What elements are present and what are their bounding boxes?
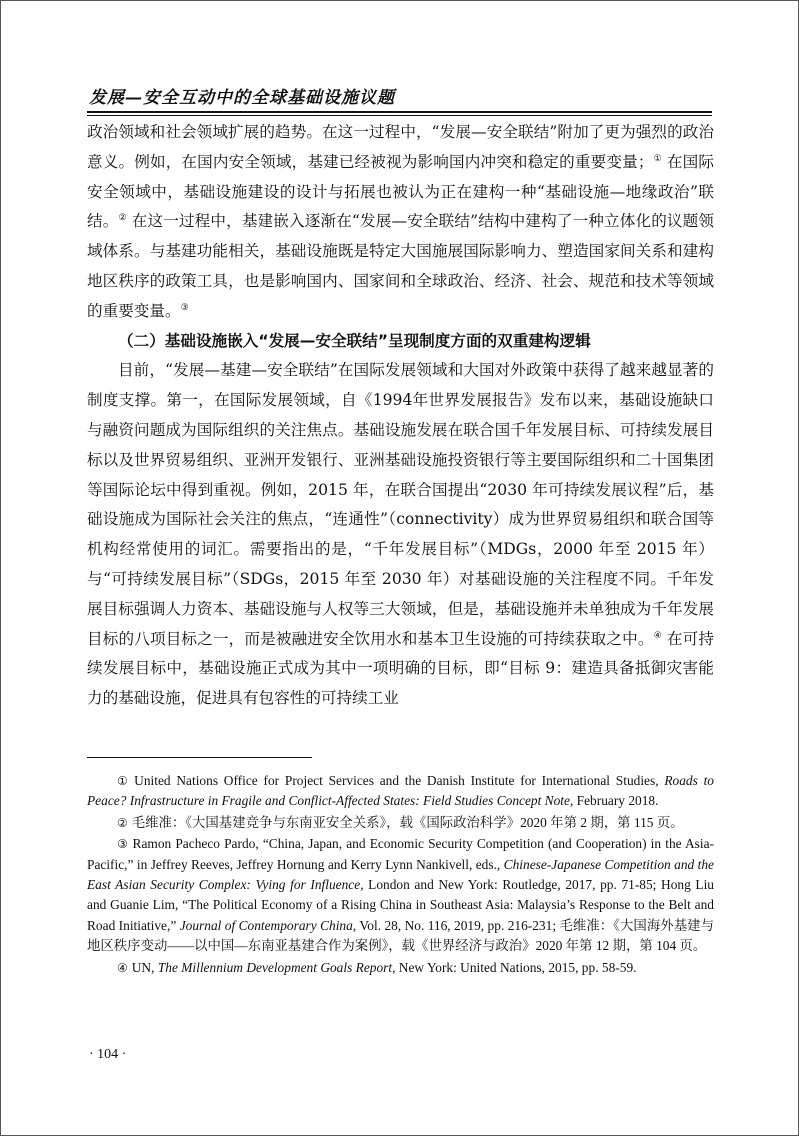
paragraph-2-text-b: 在可持续发展目标中，基础设施正式成为其中一项明确的目标，即“目标 9：建造具备抵御灾害能力的基础设施，促进具有包容性的可持续工业	[87, 629, 714, 708]
footnote-text: , February 2018.	[569, 793, 659, 809]
footnote-1	[87, 771, 714, 812]
footnote-3	[87, 834, 714, 956]
footnote-number: ①	[117, 774, 131, 788]
footnote-text: UN,	[131, 959, 158, 975]
footnote-number: ④	[117, 960, 128, 975]
footnote-4	[87, 958, 714, 978]
footnote-2	[87, 813, 714, 833]
footnote-title: The Millennium Development Goals Report	[157, 959, 393, 975]
footnote-text: , New York: United Nations, 2015, pp. 58-59.	[392, 959, 637, 975]
footnote-ref-4[interactable]: ④	[653, 630, 662, 641]
footnote-text: , London and New York: Routledge, 2017, pp. 71-85; Hong Liu and Guanie Lim, “The Political Economy of a Rising China in Southeast Asia: Malaysia’s Response to the Belt and Road Initiative,”	[87, 877, 714, 933]
page-number: · 104 ·	[89, 1047, 127, 1062]
paragraph-2-text-a: 目前，“发展—基建—安全联结”在国际发展领域和大国对外政策中获得了越来越显著的制度支撑。第一，在国际发展领域，自《1994年世界发展报告》发布以来，基础设施缺口与融资问题成为国际组织的关注焦点。基础设施发展在联合国千年发展目标、可持续发展目标以及世界贸易组织、亚洲开发银行、亚洲基础设施投资银行等主要国际组织和二十国集团等国际论坛中得到重视。例如，2015 年，在联合国提出“2030 年可持续发展议程”后，基础设施成为国际社会关注的焦点，“连通性”（connectivity）成为世界贸易组织和联合国等机构经常使用的词汇。需要指出的是，“千年发展目标”（MDGs，2000 年至 2015 年）与“可持续发展目标”（SDGs，2015 年至 2030 年）对基础设施的关注程度不同。千年发展目标强调人力资本、基础设施与人权等三大领域，但是，基础设施并未单独成为千年发展目标的八项目标之一，而是被融进安全饮用水和基本卫生设施的可持续获取之中。	[87, 361, 714, 648]
footnote-text: 毛维准：《大国基建竞争与东南亚安全关系》，载《国际政治科学》2020 年第 2 期，第 115 页。	[131, 814, 684, 830]
footnote-title: Roads to Peace? Infrastructure in Fragile and Conflict-Affected States: Field Studies Concept Note	[87, 773, 714, 809]
footnote-ref-3[interactable]: ③	[180, 302, 189, 313]
footnotes	[87, 771, 714, 979]
body-text	[87, 118, 714, 714]
header-double-rule	[87, 111, 712, 116]
footnote-number: ③	[117, 837, 129, 852]
footnote-separator	[87, 757, 312, 758]
running-head: 发展—安全互动中的全球基础设施议题	[89, 88, 395, 108]
footnote-text: United Nations Office for Project Services and the Danish Institute for International Studies,	[134, 773, 665, 788]
footnote-title: Chinese-Japanese Competition and the East Asian Security Complex: Vying for Influence	[87, 856, 714, 893]
paragraph-1	[87, 118, 714, 327]
paragraph-1-text-c: 在这一过程中，基建嵌入逐渐在“发展—安全联结”结构中建构了一种立体化的议题领域体系。与基建功能相关，基础设施既是特定大国施展国际影响力、塑造国家间关系和建构地区秩序的政策工具，也是影响国内、国家间和全球政治、经济、社会、规范和技术等领域的重要变量。	[87, 212, 714, 320]
footnote-journal-title: Journal of Contemporary China	[179, 917, 353, 933]
paragraph-2	[87, 356, 714, 714]
footnote-number: ②	[117, 815, 128, 830]
paragraph-1-text-b: 在国际安全领域中，基础设施建设的设计与拓展也被认为正在建构一种“基础设施—地缘政治”联结。	[87, 152, 714, 231]
footnote-ref-1[interactable]: ①	[653, 153, 662, 164]
footnote-ref-2[interactable]: ②	[118, 213, 127, 224]
footnote-text: , Vol. 28, No. 116, 2019, pp. 216-231; 毛维准：《大国海外基建与地区秩序变动——以中国—东南亚基建合作为案例》，载《世界经济与政治》2020 年第 12 期，第 104 页。	[87, 917, 715, 954]
section-heading: （二）基础设施嵌入“发展—安全联结”呈现制度方面的双重建构逻辑	[118, 331, 591, 350]
footnote-text: Ramon Pacheco Pardo, “China, Japan, and Economic Security Competition (and Cooperation) in the Asia-Pacific,” in Jeffrey Reeves, Jeffrey Hornung and Kerry Lynn Nankivell, eds.,	[87, 836, 714, 872]
paragraph-1-text-a: 政治领域和社会领域扩展的趋势。在这一过程中，“发展—安全联结”附加了更为强烈的政治意义。例如，在国内安全领域，基建已经被视为影响国内冲突和稳定的重要变量；	[87, 123, 714, 171]
